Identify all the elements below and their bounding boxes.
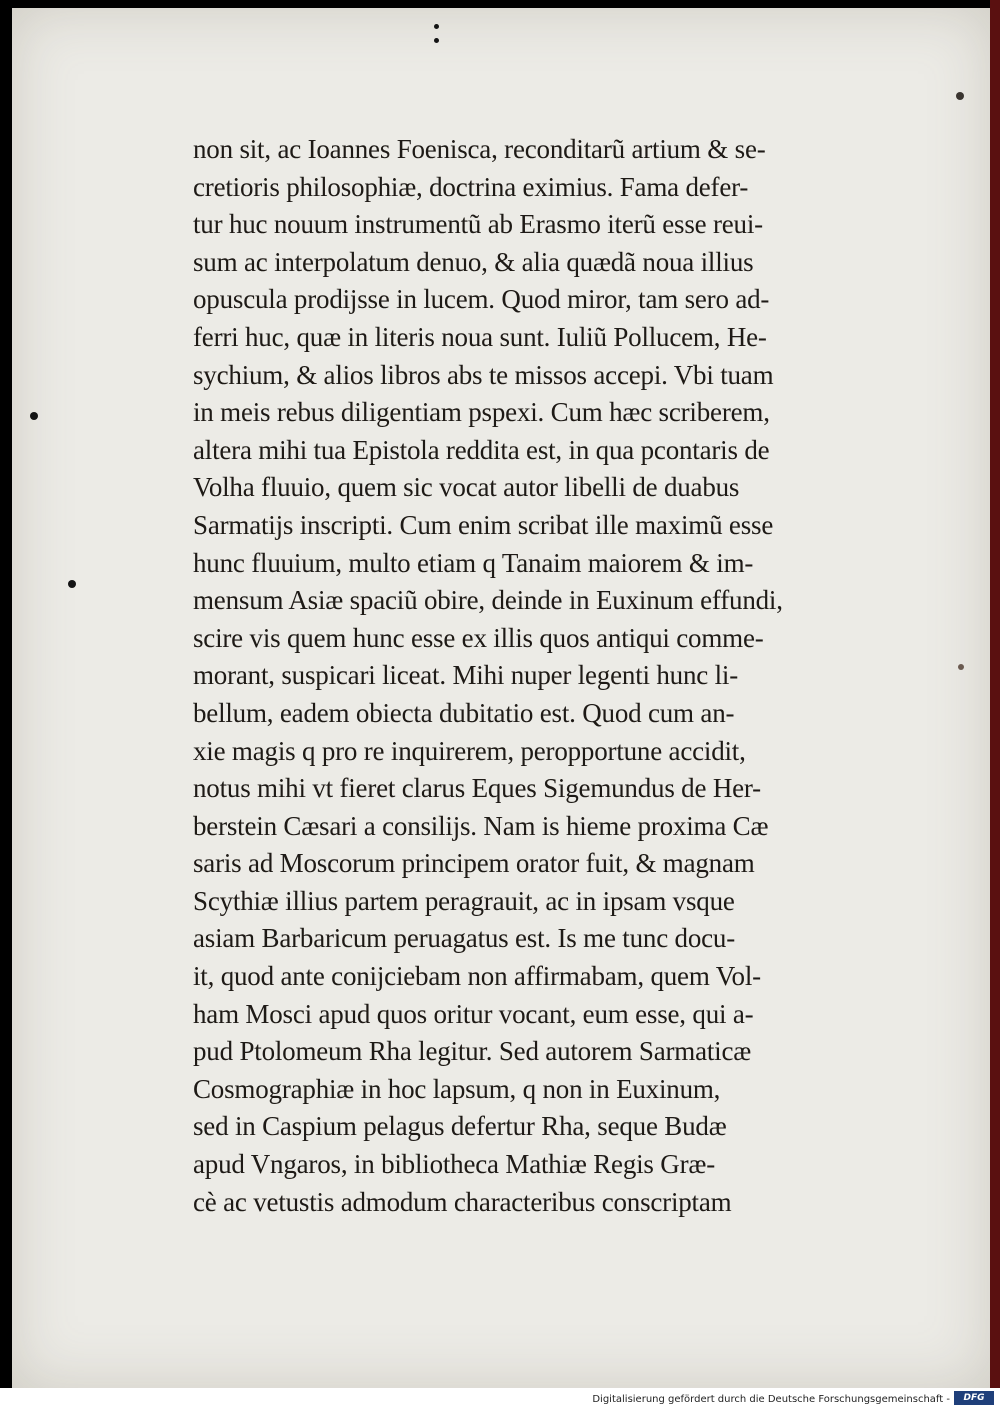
text-block (193, 131, 913, 1221)
text-line: bellum, eadem obiecta dubitatio est. Quod cum an- (193, 697, 735, 728)
margin-dot (434, 38, 439, 43)
margin-dot (68, 580, 76, 588)
text-line: morant, suspicari liceat. Mihi nuper legenti hunc li- (193, 660, 738, 691)
footer-bar (0, 1388, 1000, 1408)
text-line: it, quod ante conijciebam non affirmabam, quem Vol- (193, 961, 761, 992)
text-line: opuscula prodijsse in lucem. Quod miror, tam sero ad- (193, 284, 770, 315)
text-line: sum ac interpolatum denuo, & alia quædã noua illius (193, 246, 754, 277)
text-line: Volha fluuio, quem sic vocat autor libelli de duabus (193, 472, 740, 503)
margin-dot (956, 92, 964, 100)
text-line: xie magis q pro re inquirerem, peropportune accidit, (193, 735, 746, 766)
text-line: cretioris philosophiæ, doctrina eximius. Fama defer- (193, 171, 749, 202)
text-line: saris ad Moscorum principem orator fuit, & magnam (193, 848, 755, 879)
margin-dot (434, 24, 439, 29)
text-line: Scythiæ illius partem peragrauit, ac in ipsam vsque (193, 885, 735, 916)
text-line: pud Ptolomeum Rha legitur. Sed autorem Sarmaticæ (193, 1036, 752, 1067)
text-line: Sarmatijs inscripti. Cum enim scribat ille maximũ esse (193, 509, 774, 540)
text-line: Cosmographiæ in hoc lapsum, q non in Euxinum, (193, 1073, 721, 1104)
margin-dot (958, 664, 964, 670)
text-line: berstein Cæsari a consilijs. Nam is hieme proxima Cæ (193, 810, 769, 841)
book-page (12, 8, 990, 1388)
book-edge (990, 0, 1000, 1388)
text-line: ham Mosci apud quos oritur vocant, eum esse, qui a- (193, 998, 754, 1029)
text-line: cè ac vetustis admodum characteribus conscriptam (193, 1186, 732, 1217)
text-line: in meis rebus diligentiam pspexi. Cum hæc scriberem, (193, 397, 770, 428)
text-line: sychium, & alios libros abs te missos accepi. Vbi tuam (193, 359, 774, 390)
text-line: hunc fluuium, multo etiam q Tanaim maiorem & im- (193, 547, 754, 578)
text-line: tur huc nouum instrumentũ ab Erasmo iterũ esse reui- (193, 209, 763, 240)
text-line: mensum Asiæ spaciũ obire, deinde in Euxinum effundi, (193, 585, 783, 616)
text-line: sed in Caspium pelagus defertur Rha, seque Budæ (193, 1111, 727, 1142)
text-line: apud Vngaros, in bibliotheca Mathiæ Regis Græ- (193, 1149, 715, 1180)
text-line: altera mihi tua Epistola reddita est, in qua pcontaris de (193, 434, 770, 465)
dfg-logo: DFG (954, 1391, 994, 1405)
footer-credit: Digitalisierung gefördert durch die Deutsche Forschungsgemeinschaft - (592, 1394, 950, 1405)
text-line: scire vis quem hunc esse ex illis quos antiqui comme- (193, 622, 764, 653)
margin-dot (30, 412, 38, 420)
text-line: non sit, ac Ioannes Foenisca, reconditarũ artium & se- (193, 134, 766, 164)
text-line: notus mihi vt fieret clarus Eques Sigemundus de Her- (193, 773, 761, 804)
text-line: asiam Barbaricum peruagatus est. Is me tunc docu- (193, 923, 736, 954)
text-line: ferri huc, quæ in literis noua sunt. Iuliũ Pollucem, He- (193, 321, 767, 352)
